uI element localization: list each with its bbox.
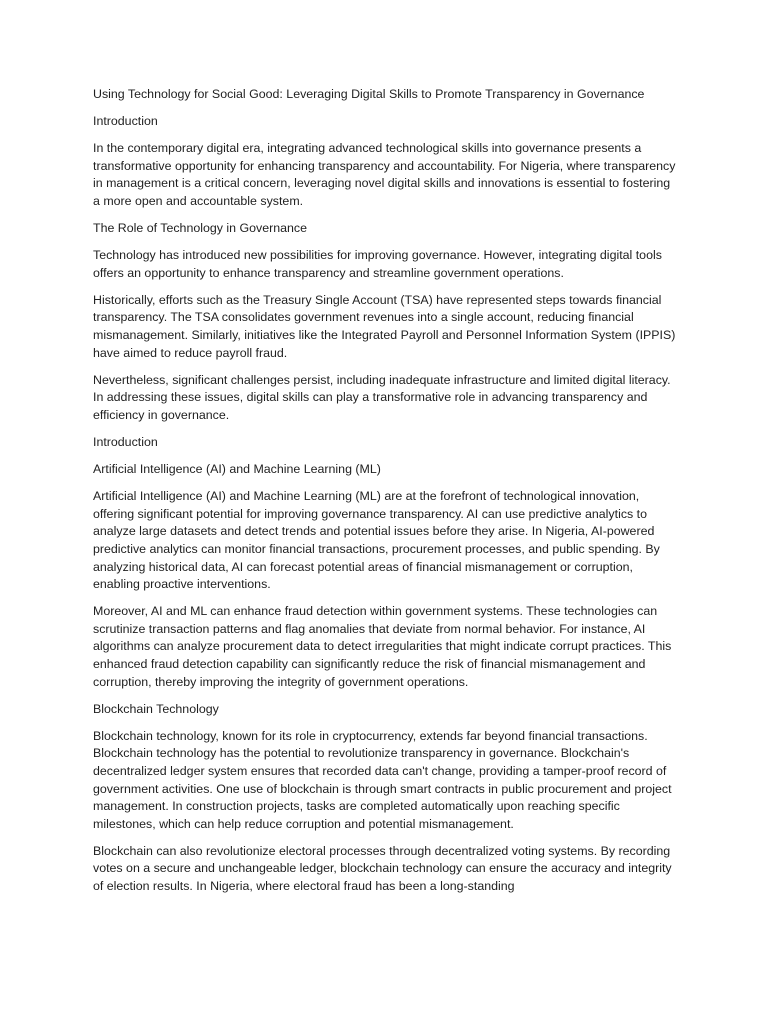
paragraph-introduction: In the contemporary digital era, integrating advanced technological skills into governance presents a transformative opportunity for enhancing transparency and accountability. For Nigeria, where transparency in management is a critical concern, leveraging novel digital skills and innovations is essential to fostering a more open and accountable system. <box>93 141 676 208</box>
section-heading-blockchain: Blockchain Technology <box>93 701 219 716</box>
paragraph-blockchain-1: Blockchain technology, known for its role in cryptocurrency, extends far beyond financial transactions. Blockchain technology has the potential to revolutionize transparency in governance. Blockchain's decentralized ledger system ensures that recorded data can't change, providing a tamper-proof record of government activities. One use of blockchain is through smart contracts in public procurement and project management. In construction projects, tasks are completed automatically upon reaching specific milestones, which can help reduce corruption and potential mismanagement. <box>93 728 672 831</box>
section-heading-ai-ml: Artificial Intelligence (AI) and Machine Learning (ML) <box>93 462 381 477</box>
paragraph-role-2: Historically, efforts such as the Treasury Single Account (TSA) have represented steps towards financial transparency. The TSA consolidates government revenues into a single account, reducing financial mismanagement. Similarly, initiatives like the Integrated Payroll and Personnel Information System (IPPIS) have aimed to reduce payroll fraud. <box>93 292 676 360</box>
paragraph-role-1: Technology has introduced new possibilities for improving governance. However, integrating digital tools offers an opportunity to enhance transparency and streamline government operations. <box>93 248 662 280</box>
paragraph-ai-2: Moreover, AI and ML can enhance fraud detection within government systems. These technologies can scrutinize transaction patterns and flag anomalies that deviate from normal behavior. For instance, AI algorithms can analyze procurement data to detect irregularities that might indicate corrupt practices. This enhanced fraud detection capability can significantly reduce the risk of financial mismanagement and corruption, thereby improving the integrity of government operations. <box>93 604 672 689</box>
paragraph-ai-1: Artificial Intelligence (AI) and Machine Learning (ML) are at the forefront of technological innovation, offering significant potential for improving governance transparency. AI can use predictive analytics to analyze large datasets and detect trends and potential issues before they arise. In Nigeria, AI-powered predictive analytics can monitor financial transactions, procurement processes, and public spending. By analyzing historical data, AI can forecast potential areas of financial mismanagement or corruption, enabling proactive interventions. <box>93 489 660 592</box>
document-body <box>93 86 677 905</box>
paragraph-role-3: Nevertheless, significant challenges persist, including inadequate infrastructure and limited digital literacy. In addressing these issues, digital skills can play a transformative role in advancing transparency and efficiency in governance. <box>93 372 671 422</box>
section-heading-introduction: Introduction <box>93 114 158 129</box>
section-heading-introduction-2: Introduction <box>93 435 158 449</box>
section-heading-role-of-technology: The Role of Technology in Governance <box>93 221 307 236</box>
document-title: Using Technology for Social Good: Leveraging Digital Skills to Promote Transparency in Governance <box>93 87 645 101</box>
paragraph-blockchain-2: Blockchain can also revolutionize electoral processes through decentralized voting systems. By recording votes on a secure and unchangeable ledger, blockchain technology can ensure the accuracy and integrity of election results. In Nigeria, where electoral fraud has been a long-standing <box>93 843 672 894</box>
